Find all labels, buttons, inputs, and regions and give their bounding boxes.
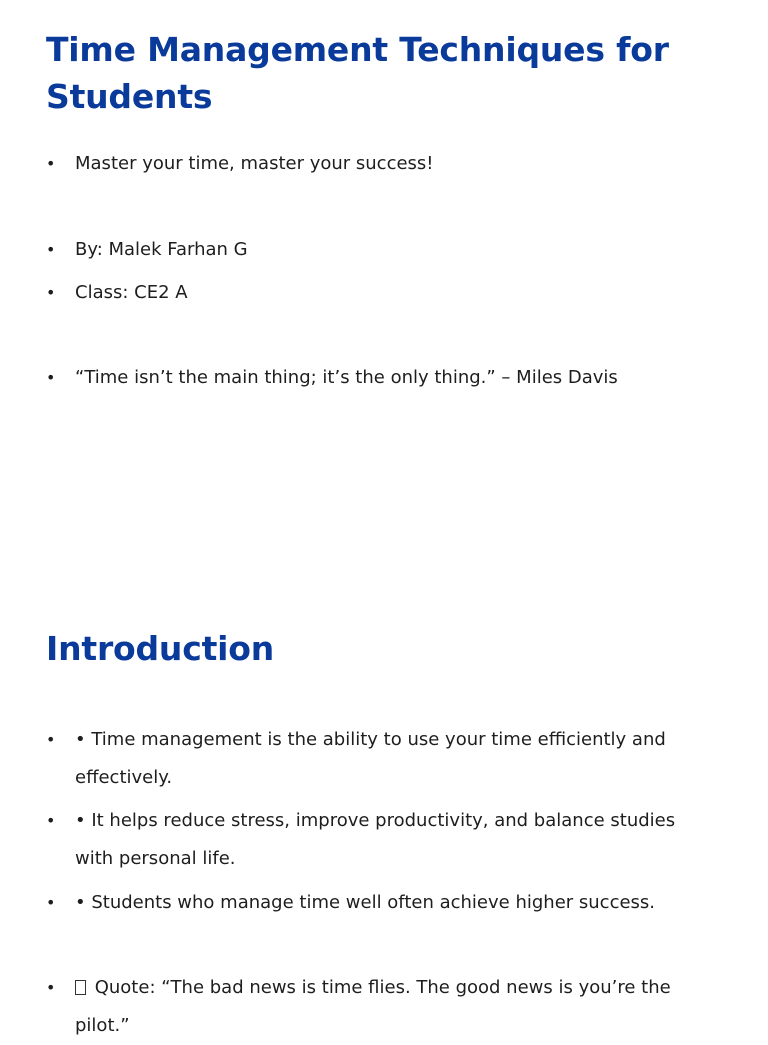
bullet-icon: • (46, 154, 56, 173)
list-item (46, 274, 696, 312)
list-item (46, 145, 696, 183)
list-item (46, 721, 696, 797)
slide2-bullet-list-1 (46, 721, 696, 797)
bullet-icon: • (46, 730, 56, 749)
list-item-text: Master your time, master your success! (75, 153, 434, 174)
list-item (46, 884, 696, 922)
list-item-text: • Students who manage time well often achieve higher success. (75, 892, 656, 913)
list-item-text: “Time isn’t the main thing; it’s the only thing.” – Miles Davis (75, 367, 618, 388)
bullet-icon: • (46, 368, 56, 387)
slide1-bullet-list-1 (46, 145, 696, 183)
page-title: Time Management Techniques for Students (46, 30, 669, 116)
section-title: Introduction (46, 629, 275, 668)
bullet-icon: • (46, 283, 56, 302)
list-item (46, 359, 696, 397)
bullet-icon: • (46, 893, 56, 912)
slide2-heading-block (46, 625, 706, 672)
bullet-icon: • (46, 978, 56, 997)
missing-glyph-icon (75, 980, 86, 995)
slide1-heading-block (46, 26, 706, 120)
list-item-text: By: Malek Farhan G (75, 239, 248, 260)
slide2-bullet-list-4 (46, 969, 696, 1045)
list-item (46, 231, 696, 269)
slide1-bullet-list-2 (46, 231, 696, 269)
slide2-bullet-list-3 (46, 884, 696, 922)
slide1-bullet-list-3 (46, 274, 696, 312)
slide1-bullet-list-4 (46, 359, 696, 397)
bullet-icon: • (46, 811, 56, 830)
list-item-text: • It helps reduce stress, improve productivity, and balance studies with personal life. (75, 810, 676, 869)
list-item-text: Quote: “The bad news is time flies. The good news is you’re the pilot.” (75, 977, 671, 1036)
bullet-icon: • (46, 240, 56, 259)
list-item-text: • Time management is the ability to use your time efficiently and effectively. (75, 729, 666, 788)
list-item (46, 802, 696, 878)
list-item (46, 969, 696, 1045)
list-item-text: Class: CE2 A (75, 282, 188, 303)
slide2-bullet-list-2 (46, 802, 696, 878)
